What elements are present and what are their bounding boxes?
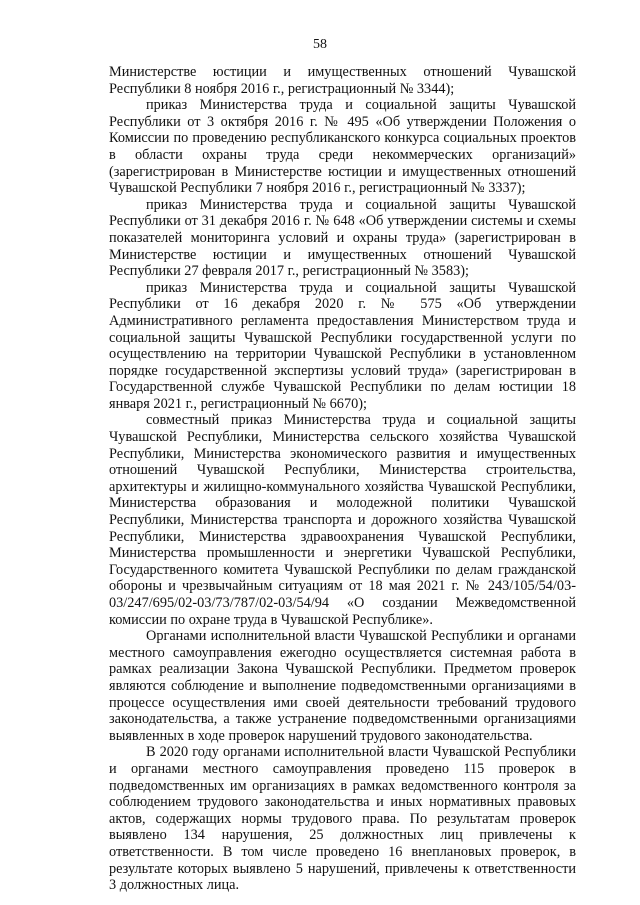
paragraph-joint-order: совместный приказ Министерства труда и социальной защиты Чувашской Республики, Министерства сельского хозяйства Чувашской Республики, Министерства экономического развития и имущественных отношений Чувашской Республики, Министерства строительства, архитектуры и жилищно-коммунального хозяйства Чувашской Республики, Министерства образования и молодежной политики Чувашской Республики, Министерства транспорта и дорожного хозяйства Чувашской Республики, Министерства здравоохранения Чувашской Республики, Министерства промышленности и энергетики Чувашской Республики, Государственного комитета Чувашской Республики по делам гражданской обороны и чрезвычайным ситуациям от 18 мая 2021 г. № 243/105/54/03-03/247/695/02-03/73/787/02-03/54/94 «О создании Межведомственной комиссии по охране труда в Чувашской Республике». (109, 412, 576, 628)
paragraph-inspections-2020: В 2020 году органами исполнительной власти Чувашской Республики и органами местного самоуправления проведено 115 проверок в подведомственных им организациях в рамках ведомственного контроля за соблюдением трудового законодательства и иных нормативных правовых актов, содержащих нормы трудового права. По результатам проверок выявлено 134 нарушения, 25 должностных лиц привлечены к ответственности. В том числе проведено 16 внеплановых проверок, в результате которых выявлено 5 нарушений, привлечены к ответственности 3 должностных лица. (109, 744, 576, 894)
page-number: 58 (313, 37, 327, 52)
paragraph-order-575: приказ Министерства труда и социальной защиты Чувашской Республики от 16 декабря 2020 г. № 575 «Об утверждении Административного регламента предоставления Министерством труда и социальной защиты Чувашской Республики государственной услуги по осуществлению на территории Чувашской Республики в установленном порядке государственной экспертизы условий труда» (зарегистрирован в Государственной службе Чувашской Республики по делам юстиции 18 января 2021 г., регистрационный № 6670); (109, 279, 576, 412)
document-body (109, 64, 576, 894)
paragraph-systemic-work: Органами исполнительной власти Чувашской Республики и органами местного самоуправления ежегодно осуществляется системная работа в рамках реализации Закона Чувашской Республики. Предметом проверок являются соблюдение и выполнение подведомственными организациями в процессе осуществления ими своей деятельности требований трудового законодательства, а также устранение подведомственными организациями выявленных в ходе проверок нарушений трудового законодательства. (109, 628, 576, 744)
paragraph-ministry-justice-continuation: Министерстве юстиции и имущественных отношений Чувашской Республики 8 ноября 2016 г., регистрационный № 3344); (109, 64, 576, 97)
paragraph-order-495: приказ Министерства труда и социальной защиты Чувашской Республики от 3 октября 2016 г. № 495 «Об утверждении Положения о Комиссии по проведению республиканского конкурса социальных проектов в области охраны труда среди некоммерческих организаций» (зарегистрирован в Министерстве юстиции и имущественных отношений Чувашской Республики 7 ноября 2016 г., регистрационный № 3337); (109, 97, 576, 197)
paragraph-order-648: приказ Министерства труда и социальной защиты Чувашской Республики от 31 декабря 2016 г. № 648 «Об утверждении системы и схемы показателей мониторинга условий и охраны труда» (зарегистрирован в Министерстве юстиции и имущественных отношений Чувашской Республики 27 февраля 2017 г., регистрационный № 3583); (109, 196, 576, 280)
